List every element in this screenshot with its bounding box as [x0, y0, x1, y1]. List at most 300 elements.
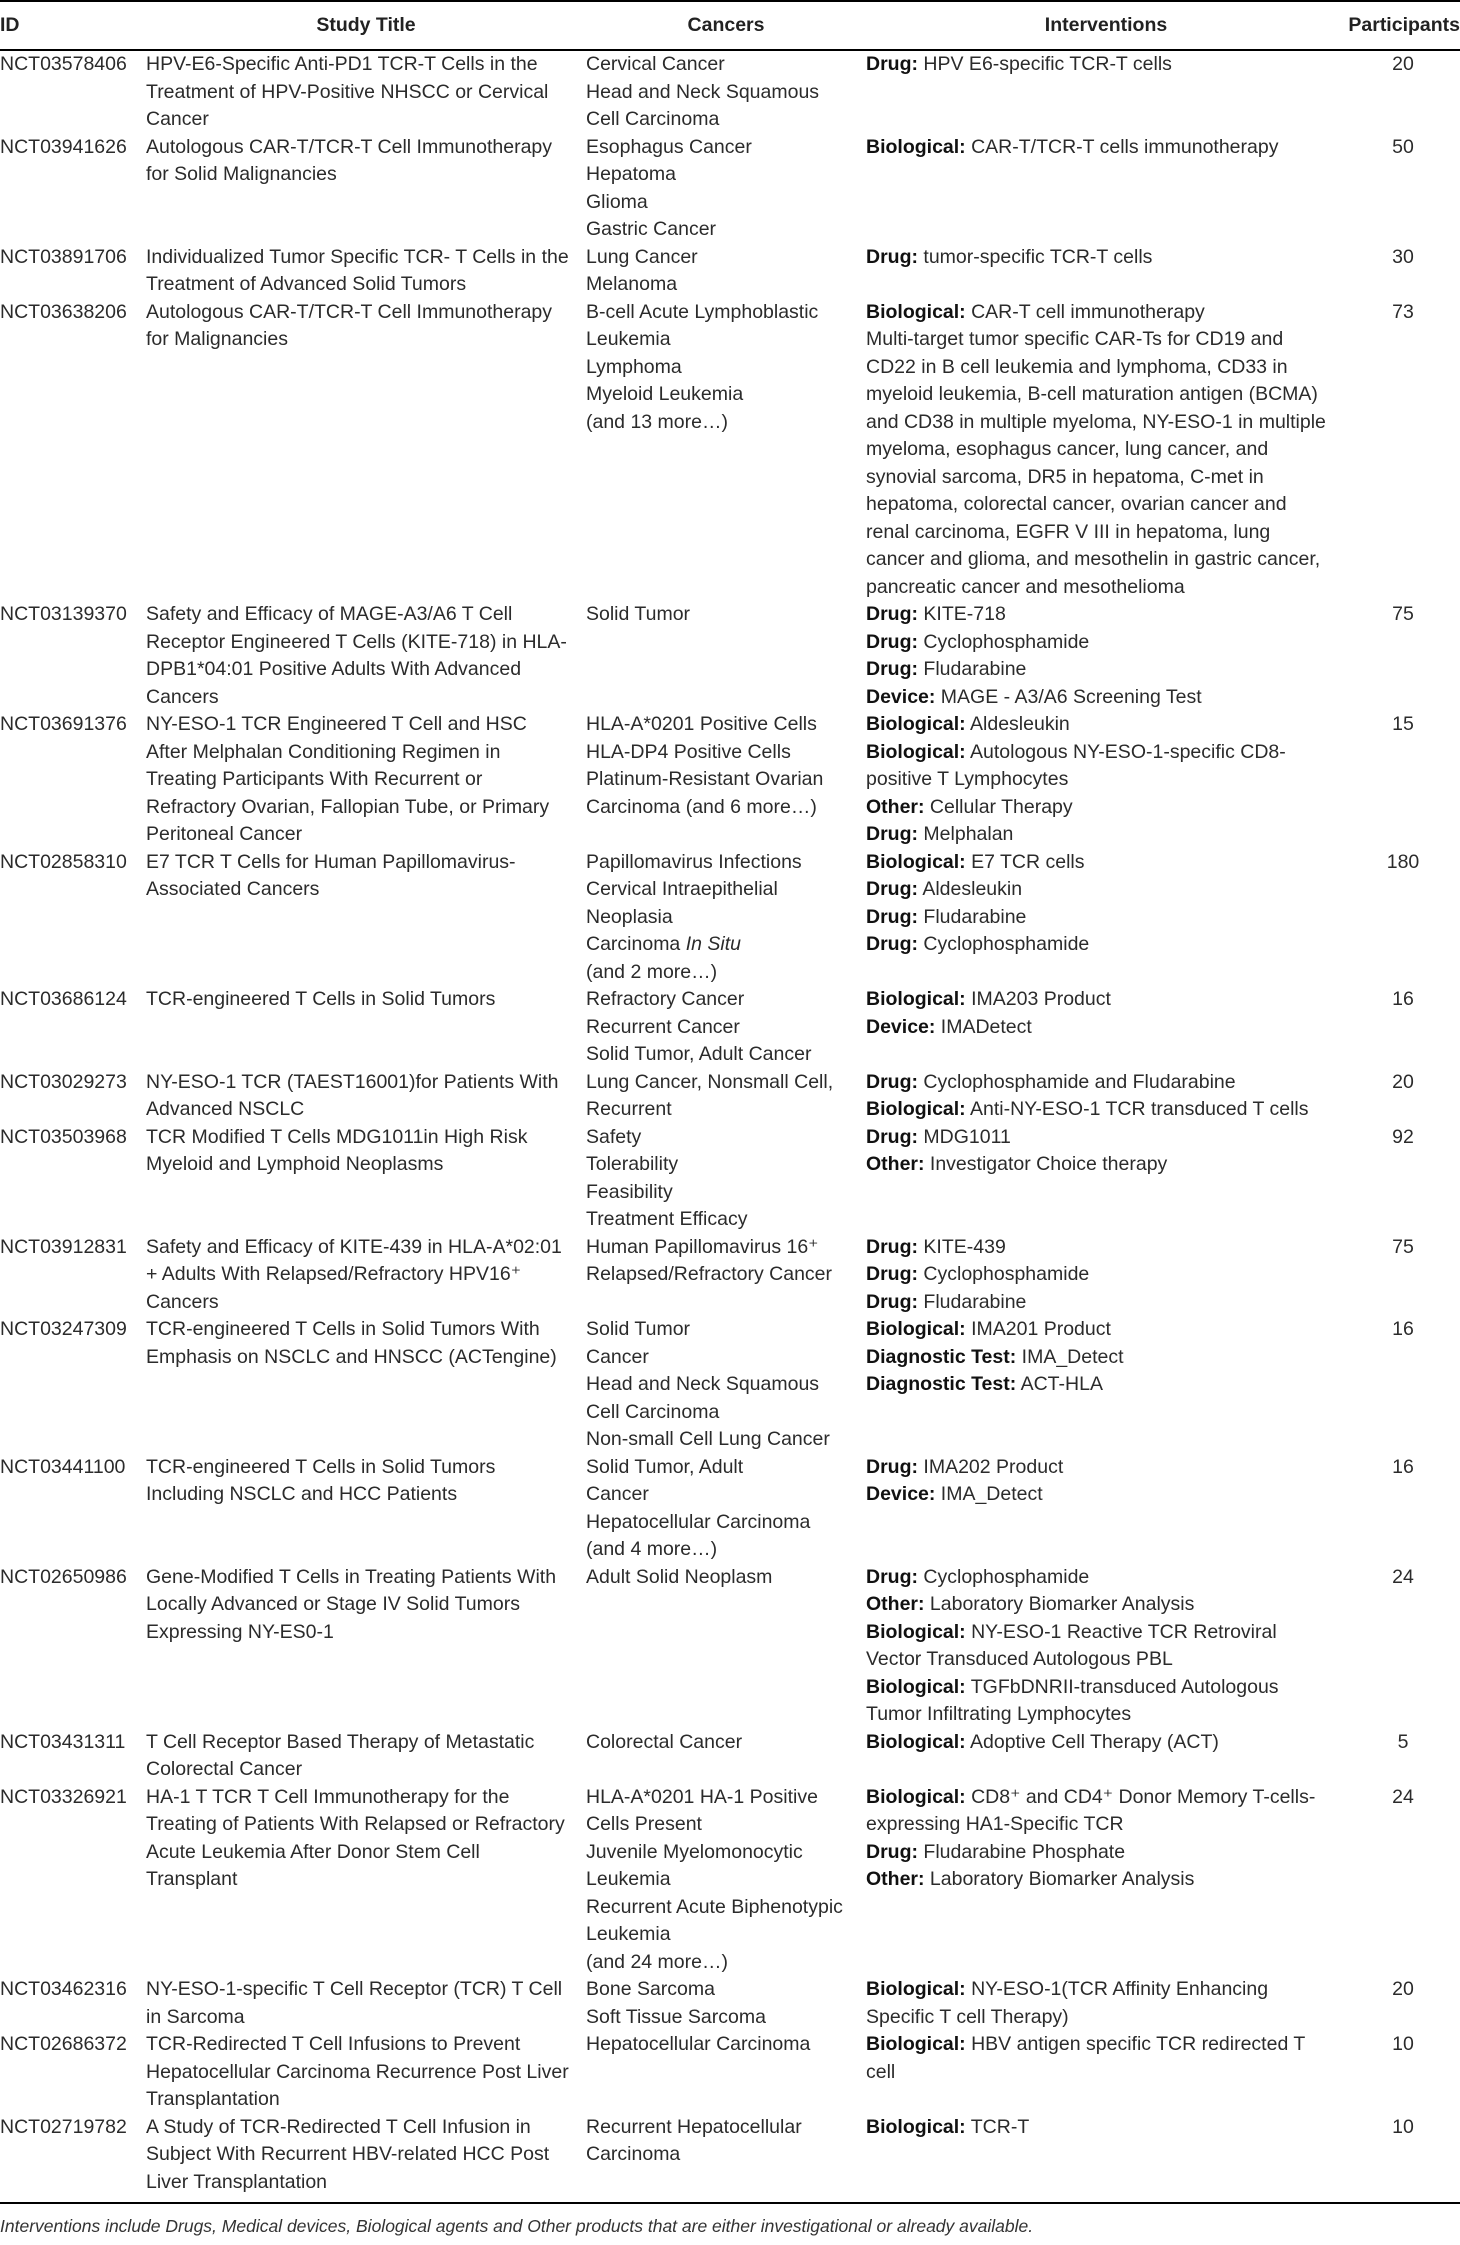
study-title-line: NY-ESO-1 TCR Engineered T Cell and HSC — [146, 713, 527, 735]
study-title-line: A Study of TCR-Redirected T Cell Infusion in — [146, 2115, 531, 2138]
intervention-line — [866, 1701, 1346, 1729]
interventions-cell — [866, 601, 1346, 711]
table-row — [0, 1234, 1460, 1317]
intervention-text: CD22 in B cell leukemia and lymphoma, CD33 in — [866, 355, 1288, 378]
cancer-line: Refractory Cancer — [586, 988, 745, 1010]
intervention-type: Other: — [866, 1868, 925, 1890]
study-title-line: + Adults With Relapsed/Refractory HPV16⁺ — [146, 1263, 522, 1285]
study-title-cell — [146, 1124, 586, 1234]
trial-id: NCT02650986 — [0, 1565, 127, 1588]
table-row — [0, 986, 1460, 1069]
trial-id-cell — [0, 1564, 146, 1729]
table-row — [0, 50, 1460, 134]
intervention-text: IMA_Detect — [940, 1483, 1043, 1505]
intervention-line — [866, 51, 1346, 79]
column-header-id: ID — [0, 1, 146, 50]
intervention-line — [866, 684, 1346, 712]
intervention-line — [866, 1784, 1346, 1812]
intervention-line — [866, 629, 1346, 657]
intervention-line — [866, 1151, 1346, 1179]
study-title-cell — [146, 50, 586, 134]
study-title-line: Advanced NSCLC — [146, 1098, 305, 1120]
intervention-type: Drug: — [866, 1235, 918, 1258]
study-title-cell — [146, 1316, 586, 1454]
intervention-type: Biological: — [866, 1620, 966, 1643]
intervention-text: Melphalan — [923, 823, 1014, 845]
intervention-type: Device: — [866, 1015, 936, 1038]
trial-id-cell — [0, 986, 146, 1069]
intervention-text: Investigator Choice therapy — [929, 1153, 1168, 1175]
cancer-line: Human Papillomavirus 16⁺ — [586, 1235, 819, 1258]
interventions-cell — [866, 1316, 1346, 1454]
study-title-line: HPV-E6-Specific Anti-PD1 TCR-T Cells in the — [146, 53, 538, 75]
trial-id: NCT02686372 — [0, 2033, 127, 2055]
intervention-line — [866, 1729, 1346, 1757]
intervention-type: Drug: — [866, 878, 918, 900]
cancer-line: Solid Tumor, Adult — [586, 1455, 744, 1478]
cancers-cell — [586, 1564, 866, 1729]
participants-cell — [1346, 711, 1460, 849]
intervention-line — [866, 1096, 1346, 1124]
trial-id-cell — [0, 50, 146, 134]
intervention-type: Device: — [866, 1483, 936, 1505]
intervention-type: Biological: — [866, 1785, 966, 1808]
intervention-line — [866, 986, 1346, 1014]
cancer-line: Melanoma — [586, 273, 678, 295]
intervention-line — [866, 739, 1346, 767]
intervention-text: Fludarabine — [923, 658, 1027, 680]
intervention-text: and CD38 in multiple myeloma, NY-ESO-1 in multiple — [866, 410, 1326, 433]
intervention-line — [866, 794, 1346, 822]
trial-id-cell — [0, 299, 146, 602]
intervention-line — [866, 574, 1346, 602]
cancers-cell — [586, 1976, 866, 2031]
intervention-line — [866, 2059, 1346, 2087]
participants-cell — [1346, 244, 1460, 299]
cancers-cell — [586, 2031, 866, 2114]
study-title-line: Cancer — [146, 108, 209, 130]
cancer-line: Treatment Efficacy — [586, 1208, 748, 1230]
cancer-line: Colorectal Cancer — [586, 1730, 743, 1753]
participants-count: 24 — [1392, 1785, 1414, 1808]
study-title-cell — [146, 1729, 586, 1784]
study-title-cell — [146, 1564, 586, 1729]
intervention-text: tumor-specific TCR-T cells — [923, 245, 1153, 268]
cancer-line: Safety — [586, 1125, 642, 1148]
participants-count: 50 — [1392, 135, 1414, 158]
cancer-line: Non-small Cell Lung Cancer — [586, 1428, 830, 1450]
cancers-cell — [586, 1234, 866, 1317]
intervention-text: Fludarabine Phosphate — [923, 1840, 1126, 1863]
study-title-line: HA-1 T TCR T Cell Immunotherapy for the — [146, 1785, 510, 1808]
table-row — [0, 299, 1460, 602]
intervention-line — [866, 1866, 1346, 1894]
cancer-line: B-cell Acute Lymphoblastic — [586, 300, 819, 323]
study-title-line: E7 TCR T Cells for Human Papillomavirus- — [146, 850, 516, 873]
intervention-text: KITE-439 — [923, 1235, 1006, 1258]
intervention-line — [866, 656, 1346, 684]
cancer-line: Hepatocellular Carcinoma — [586, 2033, 811, 2055]
study-title-line: for Solid Malignancies — [146, 163, 337, 185]
intervention-text: synovial sarcoma, DR5 in hepatoma, C-met in — [866, 465, 1264, 488]
intervention-type: Drug: — [866, 603, 918, 625]
cancer-line: Esophagus Cancer — [586, 135, 752, 158]
participants-count: 30 — [1392, 245, 1414, 268]
trial-id: NCT03891706 — [0, 245, 127, 268]
participants-cell — [1346, 50, 1460, 134]
study-title-cell — [146, 1454, 586, 1564]
intervention-line — [866, 601, 1346, 629]
intervention-line — [866, 1069, 1346, 1097]
intervention-line — [866, 849, 1346, 877]
trial-id-cell — [0, 1316, 146, 1454]
interventions-cell — [866, 1069, 1346, 1124]
intervention-text: expressing HA1-Specific TCR — [866, 1813, 1124, 1835]
cancer-line: Adult Solid Neoplasm — [586, 1565, 773, 1588]
intervention-type: Drug: — [866, 630, 918, 653]
study-title-line: Emphasis on NSCLC and HNSCC (ACTengine) — [146, 1345, 557, 1368]
table-row — [0, 2031, 1460, 2114]
intervention-text: hepatoma, colorectal cancer, ovarian cancer and — [866, 493, 1287, 515]
intervention-type: Biological: — [866, 1675, 966, 1698]
study-title-line: Autologous CAR-T/TCR-T Cell Immunotherapy — [146, 300, 553, 323]
participants-cell — [1346, 1729, 1460, 1784]
intervention-line — [866, 2031, 1346, 2059]
intervention-line — [866, 381, 1346, 409]
intervention-line — [866, 1371, 1346, 1399]
intervention-text: myeloma, esophagus cancer, lung cancer, and — [866, 438, 1269, 460]
trial-id: NCT03638206 — [0, 300, 127, 323]
interventions-cell — [866, 1454, 1346, 1564]
intervention-line — [866, 1591, 1346, 1619]
intervention-text: KITE-718 — [923, 603, 1006, 625]
intervention-line — [866, 1976, 1346, 2004]
participants-count: 15 — [1392, 713, 1414, 735]
trial-id: NCT03686124 — [0, 988, 127, 1010]
study-title-line: Individualized Tumor Specific TCR- T Cells in the — [146, 245, 569, 268]
intervention-text: Fludarabine — [923, 905, 1027, 928]
study-title-cell — [146, 134, 586, 244]
cancer-line: Carcinoma — [586, 2143, 681, 2165]
intervention-type: Biological: — [866, 2033, 966, 2055]
interventions-cell — [866, 244, 1346, 299]
study-title-line: T Cell Receptor Based Therapy of Metastatic — [146, 1730, 535, 1753]
cancer-line: Platinum-Resistant Ovarian — [586, 768, 824, 790]
table-footnote: Interventions include Drugs, Medical devices, Biological agents and Other products that are either investigational or already available. — [0, 2216, 1034, 2236]
study-title-line: Safety and Efficacy of MAGE-A3/A6 T Cell — [146, 603, 513, 625]
intervention-text: renal carcinoma, EGFR V III in hepatoma, lung — [866, 520, 1271, 543]
intervention-text: Anti-NY-ESO-1 TCR transduced T cells — [970, 1098, 1309, 1120]
study-title-line: Expressing NY-ES0-1 — [146, 1620, 334, 1643]
cancers-cell — [586, 299, 866, 602]
intervention-text: CAR-T/TCR-T cells immunotherapy — [971, 135, 1279, 158]
cancer-line: (and 13 more…) — [586, 410, 728, 433]
table-row — [0, 1316, 1460, 1454]
intervention-text: Laboratory Biomarker Analysis — [929, 1868, 1195, 1890]
intervention-text: Aldesleukin — [922, 878, 1023, 900]
study-title-line: Associated Cancers — [146, 878, 320, 900]
column-header-interventions: Interventions — [866, 1, 1346, 50]
trial-id-cell — [0, 1454, 146, 1564]
intervention-text: IMA201 Product — [971, 1318, 1111, 1340]
participants-count: 20 — [1392, 53, 1414, 75]
cancer-line: Hepatoma — [586, 163, 676, 185]
interventions-cell — [866, 2031, 1346, 2114]
intervention-type: Biological: — [866, 1730, 966, 1753]
intervention-type: Diagnostic Test: — [866, 1373, 1017, 1395]
intervention-line — [866, 1674, 1346, 1702]
intervention-text: IMA_Detect — [1021, 1345, 1124, 1368]
study-title-line: Safety and Efficacy of KITE-439 in HLA-A*02:01 — [146, 1235, 562, 1258]
intervention-text: Cyclophosphamide — [923, 933, 1090, 955]
participants-cell — [1346, 1784, 1460, 1977]
participants-count: 24 — [1392, 1565, 1414, 1588]
intervention-type: Drug: — [866, 658, 918, 680]
study-title-line: Treatment of HPV-Positive NHSCC or Cervical — [146, 80, 549, 103]
intervention-line — [866, 1839, 1346, 1867]
intervention-type: Biological: — [866, 713, 966, 735]
intervention-type: Drug: — [866, 1290, 918, 1313]
cancer-line: Cervical Intraepithelial — [586, 878, 778, 900]
interventions-cell — [866, 50, 1346, 134]
intervention-line — [866, 409, 1346, 437]
trial-id-cell — [0, 244, 146, 299]
participants-count: 10 — [1392, 2115, 1414, 2138]
intervention-text: cancer and glioma, and mesothelin in gastric cancer, — [866, 548, 1321, 570]
intervention-line — [866, 299, 1346, 327]
intervention-type: Drug: — [866, 1840, 918, 1863]
study-title-cell — [146, 986, 586, 1069]
intervention-line — [866, 1234, 1346, 1262]
trial-id-cell — [0, 1784, 146, 1977]
study-title-cell — [146, 711, 586, 849]
trial-id: NCT03578406 — [0, 53, 127, 75]
participants-cell — [1346, 299, 1460, 602]
cancer-line: Gastric Cancer — [586, 218, 717, 240]
intervention-type: Biological: — [866, 1098, 966, 1120]
participants-cell — [1346, 986, 1460, 1069]
intervention-line — [866, 904, 1346, 932]
intervention-text: HPV E6-specific TCR-T cells — [923, 53, 1172, 75]
table-body — [0, 50, 1460, 2203]
intervention-text: cell — [866, 2060, 896, 2083]
intervention-text: Multi-target tumor specific CAR-Ts for CD19 and — [866, 328, 1284, 350]
participants-cell — [1346, 134, 1460, 244]
study-title-line: Peritoneal Cancer — [146, 823, 303, 845]
intervention-type: Other: — [866, 795, 925, 818]
cancer-line: Hepatocellular Carcinoma — [586, 1510, 811, 1533]
participants-count: 16 — [1392, 1318, 1414, 1340]
cancers-cell — [586, 711, 866, 849]
intervention-text: ACT-HLA — [1020, 1373, 1103, 1395]
participants-cell — [1346, 2031, 1460, 2114]
study-title-cell — [146, 2031, 586, 2114]
cancers-cell — [586, 1124, 866, 1234]
intervention-text: Fludarabine — [923, 1290, 1027, 1313]
participants-count: 92 — [1392, 1125, 1414, 1148]
cancers-cell — [586, 986, 866, 1069]
study-title-line: in Sarcoma — [146, 2005, 245, 2028]
trial-id: NCT02719782 — [0, 2115, 127, 2138]
trial-id: NCT02858310 — [0, 850, 127, 873]
cancer-line: Leukemia — [586, 1923, 671, 1945]
participants-cell — [1346, 1234, 1460, 1317]
intervention-text: MDG1011 — [923, 1125, 1011, 1148]
study-title-line: Colorectal Cancer — [146, 1758, 303, 1780]
study-title-line: TCR-Redirected T Cell Infusions to Prevent — [146, 2033, 521, 2055]
study-title-line: NY-ESO-1 TCR (TAEST16001)for Patients With — [146, 1070, 559, 1093]
intervention-type: Biological: — [866, 850, 966, 873]
intervention-type: Other: — [866, 1593, 925, 1615]
cancer-line: Soft Tissue Sarcoma — [586, 2005, 766, 2028]
study-title-line: Liver Transplantation — [146, 2170, 328, 2193]
intervention-line — [866, 326, 1346, 354]
table-row — [0, 711, 1460, 849]
intervention-type: Biological: — [866, 300, 966, 323]
cancer-line: Cell Carcinoma — [586, 1400, 720, 1423]
intervention-line — [866, 1344, 1346, 1372]
intervention-type: Drug: — [866, 53, 918, 75]
study-title-cell — [146, 1234, 586, 1317]
interventions-cell — [866, 1234, 1346, 1317]
study-title-line: Gene-Modified T Cells in Treating Patients With — [146, 1565, 557, 1588]
interventions-cell — [866, 299, 1346, 602]
cancer-line: Myeloid Leukemia — [586, 383, 744, 405]
intervention-line — [866, 821, 1346, 849]
cancer-line: Feasibility — [586, 1180, 673, 1203]
participants-count: 75 — [1392, 603, 1414, 625]
cancer-line: Papillomavirus Infections — [586, 850, 802, 873]
study-title-line: NY-ESO-1-specific T Cell Receptor (TCR) T Cell — [146, 1978, 563, 2000]
intervention-type: Device: — [866, 685, 936, 708]
intervention-text: NY-ESO-1 Reactive TCR Retroviral — [971, 1620, 1277, 1643]
cancer-line: Tolerability — [586, 1153, 679, 1175]
study-title-line: Autologous CAR-T/TCR-T Cell Immunotherapy — [146, 135, 553, 158]
participants-cell — [1346, 601, 1460, 711]
intervention-text: TCR-T — [970, 2115, 1030, 2138]
participants-cell — [1346, 1564, 1460, 1729]
trial-id-cell — [0, 1976, 146, 2031]
intervention-type: Drug: — [866, 1070, 918, 1093]
table-row — [0, 1976, 1460, 2031]
study-title-line: Treatment of Advanced Solid Tumors — [146, 273, 467, 295]
intervention-type: Biological: — [866, 1318, 966, 1340]
trial-id-cell — [0, 2114, 146, 2204]
interventions-cell — [866, 986, 1346, 1069]
cancer-line: (and 24 more…) — [586, 1950, 728, 1973]
intervention-line — [866, 2114, 1346, 2142]
cancer-line: Cervical Cancer — [586, 53, 725, 75]
interventions-cell — [866, 1124, 1346, 1234]
cancers-cell — [586, 134, 866, 244]
table-row — [0, 1454, 1460, 1564]
intervention-text: Cyclophosphamide — [923, 1263, 1090, 1285]
study-title-line: Subject With Recurrent HBV-related HCC Post — [146, 2143, 550, 2165]
study-title-line: Cancers — [146, 685, 219, 708]
cancer-line: Juvenile Myelomonocytic — [586, 1840, 803, 1863]
intervention-text: positive T Lymphocytes — [866, 768, 1069, 790]
intervention-type: Drug: — [866, 905, 918, 928]
cancer-line: Head and Neck Squamous — [586, 1373, 820, 1395]
cancer-line: Neoplasia — [586, 905, 673, 928]
intervention-text: Tumor Infiltrating Lymphocytes — [866, 1703, 1132, 1725]
cancers-cell — [586, 1454, 866, 1564]
cancers-cell — [586, 849, 866, 987]
study-title-cell — [146, 1784, 586, 1977]
cancers-cell — [586, 601, 866, 711]
cancer-line: Head and Neck Squamous — [586, 80, 820, 103]
intervention-line — [866, 711, 1346, 739]
participants-cell — [1346, 849, 1460, 987]
table-header — [0, 1, 1460, 50]
intervention-line — [866, 464, 1346, 492]
intervention-type: Other: — [866, 1153, 925, 1175]
cancer-line: Lung Cancer — [586, 245, 698, 268]
intervention-line — [866, 134, 1346, 162]
intervention-line — [866, 1124, 1346, 1152]
cancer-line: Solid Tumor, Adult Cancer — [586, 1043, 812, 1065]
cancer-line: (and 4 more…) — [586, 1538, 718, 1560]
intervention-text: IMA202 Product — [923, 1455, 1064, 1478]
intervention-line — [866, 876, 1346, 904]
column-header-cancers: Cancers — [586, 1, 866, 50]
study-title-line: Refractory Ovarian, Fallopian Tube, or Primary — [146, 795, 550, 818]
cancers-cell — [586, 1069, 866, 1124]
cancer-line: Carcinoma (and 6 more…) — [586, 795, 817, 818]
cancers-cell — [586, 50, 866, 134]
intervention-text: Cyclophosphamide and Fludarabine — [923, 1070, 1236, 1093]
intervention-line — [866, 436, 1346, 464]
intervention-line — [866, 491, 1346, 519]
trial-id: NCT03691376 — [0, 713, 127, 735]
trial-id: NCT03247309 — [0, 1318, 127, 1340]
intervention-line — [866, 1014, 1346, 1042]
participants-cell — [1346, 1316, 1460, 1454]
study-title-cell — [146, 601, 586, 711]
table-row — [0, 1784, 1460, 1977]
study-title-line: Treating of Patients With Relapsed or Refractory — [146, 1813, 565, 1835]
trial-id-cell — [0, 1069, 146, 1124]
participants-count: 20 — [1392, 1070, 1414, 1093]
cancer-line: Solid Tumor — [586, 603, 691, 625]
trial-id: NCT03139370 — [0, 603, 127, 625]
trial-id-cell — [0, 1729, 146, 1784]
trial-id: NCT03441100 — [0, 1455, 126, 1478]
interventions-cell — [866, 849, 1346, 987]
participants-cell — [1346, 1454, 1460, 1564]
trial-id-cell — [0, 1234, 146, 1317]
trial-id-cell — [0, 2031, 146, 2114]
cancers-cell — [586, 1784, 866, 1977]
intervention-line — [866, 1289, 1346, 1317]
cancer-line: HLA-A*0201 HA-1 Positive — [586, 1785, 818, 1808]
intervention-type: Drug: — [866, 1565, 918, 1588]
trial-id-cell — [0, 601, 146, 711]
study-title-line: Receptor Engineered T Cells (KITE-718) in HLA- — [146, 630, 567, 653]
intervention-line — [866, 244, 1346, 272]
intervention-type: Drug: — [866, 1263, 918, 1285]
study-title-cell — [146, 244, 586, 299]
interventions-cell — [866, 711, 1346, 849]
table-row — [0, 244, 1460, 299]
table-row — [0, 1124, 1460, 1234]
cancer-line: Recurrent Hepatocellular — [586, 2115, 802, 2138]
intervention-line — [866, 766, 1346, 794]
intervention-line — [866, 546, 1346, 574]
intervention-line — [866, 1619, 1346, 1647]
cancers-cell — [586, 2114, 866, 2204]
trial-id: NCT03326921 — [0, 1785, 127, 1808]
